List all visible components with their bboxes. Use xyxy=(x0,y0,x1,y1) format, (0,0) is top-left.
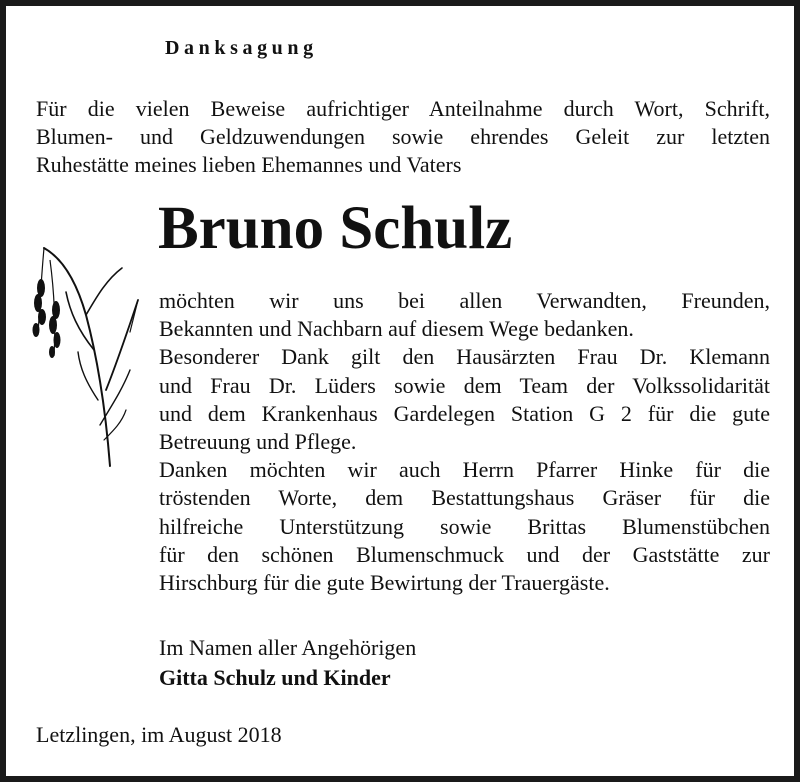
signer-name: Gitta Schulz und Kinder xyxy=(159,665,391,690)
body-line: und dem Krankenhaus Gardelegen Station G 2 für die gute xyxy=(159,400,770,426)
intro-line: Blumen- und Geldzuwendungen sowie ehrendes Geleit zur letzten xyxy=(36,124,770,149)
intro-line: Für die vielen Beweise aufrichtiger Anteilnahme durch Wort, Schrift, xyxy=(36,96,770,121)
deceased-name: Bruno Schulz xyxy=(158,195,513,262)
body-line: für den schönen Blumenschmuck und der Gaststätte zur xyxy=(159,541,770,567)
body-line: Hirschburg für die gute Bewirtung der Trauergäste. xyxy=(159,570,610,596)
body-line: Bekannten und Nachbarn auf diesem Wege bedanken. xyxy=(159,316,634,342)
closing-phrase: Im Namen aller Angehörigen xyxy=(159,635,417,660)
intro-line: Ruhestätte meines lieben Ehemannes und Vaters xyxy=(36,152,462,177)
body-line: tröstenden Worte, dem Bestattungshaus Gräser für die xyxy=(159,485,770,511)
closing-block xyxy=(159,633,416,693)
thanks-paragraph xyxy=(159,287,770,597)
body-line: Danken möchten wir auch Herrn Pfarrer Hinke für die xyxy=(159,457,770,483)
body-line: und Frau Dr. Lüders sowie dem Team der Volkssolidarität xyxy=(159,372,770,398)
intro-paragraph xyxy=(36,95,770,179)
body-line: Betreuung und Pflege. xyxy=(159,429,357,455)
body-line: möchten wir uns bei allen Verwandten, Freunden, xyxy=(159,288,770,313)
body-line: Besonderer Dank gilt den Hausärzten Frau Dr. Klemann xyxy=(159,344,770,370)
body-line: hilfreiche Unterstützung sowie Brittas Blumenstübchen xyxy=(159,513,770,539)
wheat-stalk-icon xyxy=(26,240,148,470)
place-date: Letzlingen, im August 2018 xyxy=(36,722,282,747)
notice-heading: Danksagung xyxy=(165,37,318,59)
